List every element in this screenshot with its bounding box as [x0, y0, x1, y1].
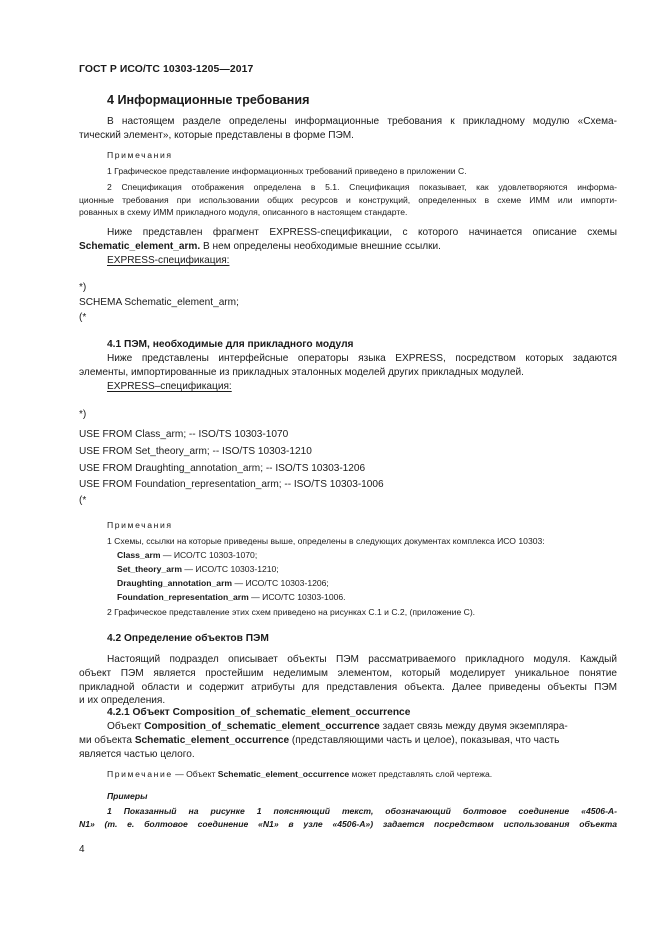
section-4-2-text-line: и их определения.: [79, 695, 166, 706]
code-line: USE FROM Foundation_representation_arm; -- ISO/TS 10303-1006: [79, 479, 384, 490]
notes-title: Примечания: [107, 520, 173, 530]
definition-line-3: является частью целого.: [79, 749, 195, 760]
section-4-1-text-line-2: элементы, импортированные из прикладных эталонных моделей других прикладных модулей.: [79, 367, 524, 378]
code-line: USE FROM Set_theory_arm; -- ISO/TS 10303-1210: [79, 446, 312, 457]
example-line-2: N1» (т. е. болтовое соединение «N1» в узле «4506-А») задается посредством использования объекта: [79, 819, 617, 829]
example-line-1: 1 Показанный на рисунке 1 поясняющий текст, обозначающий болтовое соединение «4506-А-: [107, 806, 617, 816]
schema-reference: Class_arm — ИСО/ТС 10303-1070;: [117, 550, 258, 560]
section-4-2-1-title: 4.2.1 Объект Composition_of_schematic_element_occurrence: [107, 707, 411, 718]
definition-line-1: Объект Composition_of_schematic_element_occurrence задает связь между двумя экземпляра-: [107, 721, 568, 732]
note-2-line-3: рованных в схему ИММ прикладного модуля, описанного в настоящем стандарте.: [79, 207, 408, 217]
express-label: EXPRESS-спецификация:: [107, 255, 230, 266]
note: Примечание — Объект Schematic_element_occurrence может представлять слой чертежа.: [107, 769, 493, 779]
schema-reference: Draughting_annotation_arm — ИСО/ТС 10303-1206;: [117, 578, 329, 588]
section-4-2-title: 4.2 Определение объектов ПЭМ: [107, 633, 269, 644]
section-4-2-text-line: объект ПЭМ является простейшим неделимым элементом, который моделирует уникальное понятие: [79, 668, 617, 679]
note-2-line-1: 2 Спецификация отображения определена в 5.1. Спецификация показывает, как удовлетворяются информа-: [107, 182, 617, 192]
code-line: USE FROM Draughting_annotation_arm; -- ISO/TS 10303-1206: [79, 463, 366, 474]
schema-name: Schematic_element_arm.: [79, 241, 201, 252]
definition-line-2: ми объекта Schematic_element_occurrence (представляющими часть и целое), показывая, что часть: [79, 735, 560, 746]
code-line: SCHEMA Schematic_element_arm;: [79, 297, 239, 308]
section-4-2-text-line: прикладной области и содержит атрибуты для представления объекта. Далее приведены объекты ПЭМ: [79, 682, 617, 693]
note-1: 1 Схемы, ссылки на которые приведены выше, определены в следующих документах комплекса ИСО 10303:: [107, 536, 545, 546]
section-4-intro-line-1: В настоящем разделе определены информационные требования к прикладному модулю «Схема-: [107, 116, 617, 127]
code-line: *): [79, 409, 87, 420]
note-2: 2 Графическое представление этих схем приведено на рисунках С.1 и С.2, (приложение С).: [107, 607, 476, 617]
code-line: (*: [79, 495, 87, 506]
express-label: EXPRESS–спецификация:: [107, 381, 232, 392]
section-4-title: 4 Информационные требования: [107, 93, 310, 107]
express-intro-line-1: Ниже представлен фрагмент EXPRESS-спецификации, с которого начинается описание схемы: [107, 227, 617, 238]
note-1: 1 Графическое представление информационных требований приведено в приложении С.: [107, 166, 467, 176]
code-line: *): [79, 282, 87, 293]
code-line: USE FROM Class_arm; -- ISO/TS 10303-1070: [79, 429, 289, 440]
document-header: ГОСТ Р ИСО/ТС 10303-1205—2017: [79, 64, 254, 75]
section-4-1-text-line-1: Ниже представлены интерфейсные операторы языка EXPRESS, посредством которых задаются: [107, 353, 617, 364]
notes-title: Примечания: [107, 150, 173, 160]
section-4-intro-line-2: тический элемент», которые представлены в форме ПЭМ.: [79, 130, 354, 141]
section-4-1-title: 4.1 ПЭМ, необходимые для прикладного модуля: [107, 339, 354, 350]
entity-name: Schematic_element_occurrence: [134, 735, 290, 746]
section-4-2-text-line: Настоящий подраздел описывает объекты ПЭМ рассматриваемого прикладного модуля. Каждый: [107, 654, 617, 665]
schema-reference: Foundation_representation_arm — ИСО/ТС 10303-1006.: [117, 592, 346, 602]
entity-name: Schematic_element_occurrence: [217, 769, 350, 779]
express-intro-line-2: Schematic_element_arm. В нем определены необходимые внешние ссылки.: [79, 241, 441, 252]
schema-reference: Set_theory_arm — ИСО/ТС 10303-1210;: [117, 564, 279, 574]
page-number: 4: [79, 844, 85, 855]
entity-name: Composition_of_schematic_element_occurrence: [144, 721, 380, 732]
examples-title: Примеры: [107, 791, 148, 801]
code-line: (*: [79, 312, 87, 323]
note-2-line-2: ционные требования при использовании общих ресурсов и конструкций, определенных в схеме ИММ или импорти-: [79, 194, 617, 205]
